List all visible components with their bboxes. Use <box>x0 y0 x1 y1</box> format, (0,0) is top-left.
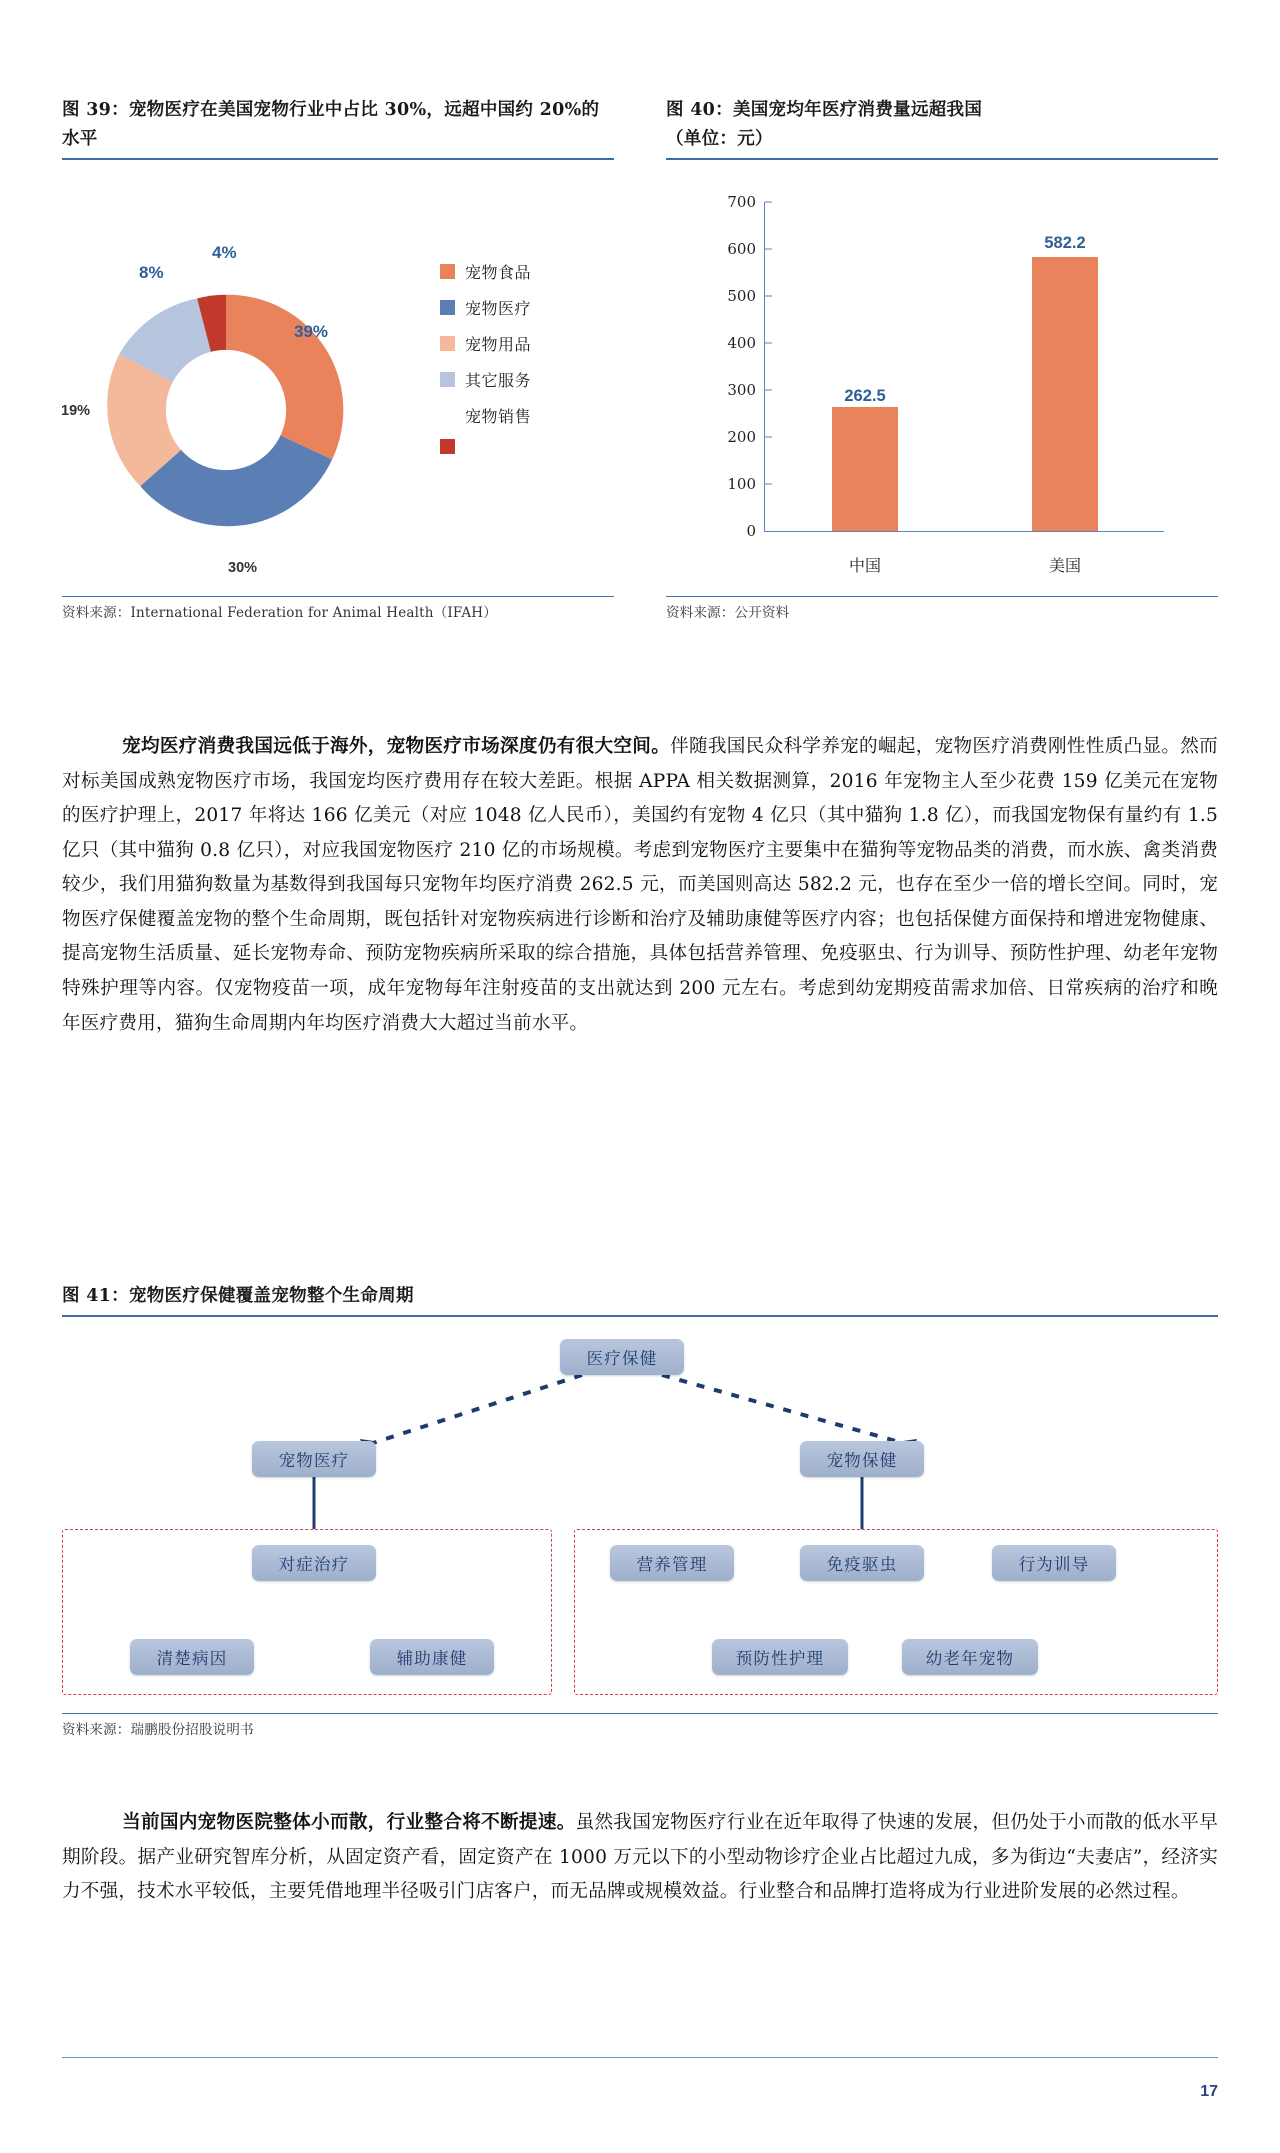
pie-value-label-pet-medical: 30% <box>228 559 258 576</box>
figure-40 <box>666 96 1218 630</box>
pie-chart-donut <box>98 282 354 538</box>
bar-china <box>832 407 898 530</box>
figure-40-source <box>666 596 1218 623</box>
pie-value-label-pet-supplies: 19% <box>61 402 91 419</box>
figure-41 <box>62 1282 1218 1740</box>
y-axis-tick-label: 700 <box>727 192 756 211</box>
y-axis-tick-label: 400 <box>727 333 756 352</box>
figure-39-title: 图 39：宠物医疗在美国宠物行业中占比 30%，远超中国约 20%的水平 <box>62 100 600 149</box>
figure-40-title-line2: （单位：元） <box>666 128 773 149</box>
y-axis-tick-mark <box>765 248 772 249</box>
figure-39-chart <box>62 160 614 630</box>
y-axis-tick-mark <box>765 295 772 296</box>
legend-item-other-services <box>440 362 531 398</box>
diagram-node-pet-healthcare: 宠物保健 <box>800 1441 924 1477</box>
legend-swatch-icon <box>440 300 455 315</box>
y-axis-tick-mark <box>765 201 772 202</box>
x-axis-label-china: 中国 <box>848 555 882 575</box>
y-axis-tick-mark <box>765 389 772 390</box>
pie-legend <box>440 254 531 460</box>
figure-39-source-rule <box>62 596 614 597</box>
pie-value-label-other-services: 8% <box>139 262 164 282</box>
diagram-node-assisted-recovery: 辅助康健 <box>370 1639 494 1675</box>
legend-swatch-icon <box>440 336 455 351</box>
diagram-node-young-old-pets: 幼老年宠物 <box>902 1639 1038 1675</box>
figure-41-diagram <box>62 1317 1218 1707</box>
legend-swatch-icon <box>440 408 455 423</box>
diagram-node-nutrition-management: 营养管理 <box>610 1545 734 1581</box>
figure-41-title: 图 41：宠物医疗保健覆盖宠物整个生命周期 <box>62 1286 414 1306</box>
x-axis-label-usa: 美国 <box>1048 555 1082 575</box>
legend-swatch-icon <box>440 439 455 454</box>
footer-rule <box>62 2057 1218 2058</box>
legend-label: 宠物销售 <box>465 407 532 427</box>
diagram-node-clear-cause: 清楚病因 <box>130 1639 254 1675</box>
diagram-node-pet-medical: 宠物医疗 <box>252 1441 376 1477</box>
diagram-node-immunization-deworming: 免疫驱虫 <box>800 1545 924 1581</box>
paragraph-2 <box>62 1806 1218 1910</box>
legend-label: 其它服务 <box>465 371 532 391</box>
y-axis-tick-label: 300 <box>727 380 756 399</box>
figure-40-title-line1: 图 40：美国宠均年医疗消费量远超我国 <box>666 100 983 120</box>
legend-item-pet-sales <box>440 398 531 434</box>
figure-row-39-40 <box>62 96 1218 686</box>
bar-usa <box>1032 257 1098 531</box>
y-axis-tick-label: 500 <box>727 286 756 305</box>
pie-value-label-pet-food: 39% <box>294 321 329 341</box>
figure-40-chart <box>666 160 1218 630</box>
legend-item-pet-supplies <box>440 326 531 362</box>
diagram-node-root: 医疗保健 <box>560 1339 684 1375</box>
legend-swatch-icon <box>440 372 455 387</box>
legend-item-pet-sales-swatch <box>440 434 531 460</box>
legend-label: 宠物食品 <box>465 263 532 283</box>
bar-value-label-usa: 582.2 <box>1044 234 1086 253</box>
figure-41-source-text: 资料来源：瑞鹏股份招股说明书 <box>62 1721 254 1738</box>
y-axis-tick-label: 100 <box>727 474 756 493</box>
paragraph-2-body: 虽然我国宠物医疗行业在近年取得了快速的发展，但仍处于小而散的低水平早期阶段。据产业研究智库分析，从固定资产看，固定资产在 1000 万元以下的小型动物诊疗企业占比超过九成，多为街边“夫妻店”，经济实力不强，技术水平较低，主要凭借地理半径吸引门店客户，而无品牌或规模效益。行业整合和品牌打造将成为行业进阶发展的必然过程。 <box>62 1812 1218 1903</box>
legend-swatch-icon <box>440 264 455 279</box>
page-number: 17 <box>1200 2083 1218 2100</box>
legend-item-pet-food <box>440 254 531 290</box>
y-axis-tick-mark <box>765 483 772 484</box>
figure-41-source <box>62 1713 1218 1740</box>
legend-label: 宠物医疗 <box>465 299 532 319</box>
y-axis-tick-mark <box>765 342 772 343</box>
figure-39-source <box>62 596 614 623</box>
diagram-node-preventive-care: 预防性护理 <box>712 1639 848 1675</box>
bar-value-label-china: 262.5 <box>844 386 886 405</box>
figure-39-source-text: 资料来源：International Federation for Animal Health（IFAH） <box>62 605 497 621</box>
diagram-node-symptomatic-treatment: 对症治疗 <box>252 1545 376 1581</box>
figure-41-source-rule <box>62 1713 1218 1714</box>
diagram-node-behavior-training: 行为训导 <box>992 1545 1116 1581</box>
bar-chart-plot-area <box>727 192 1164 575</box>
pie-value-label-pet-sales: 4% <box>212 242 237 262</box>
y-axis-tick-mark <box>765 436 772 437</box>
paragraph-1 <box>62 730 1218 1041</box>
figure-39 <box>62 96 614 630</box>
paragraph-1-body: 伴随我国民众科学养宠的崛起，宠物医疗消费刚性性质凸显。然而对标美国成熟宠物医疗市场，我国宠均医疗费用存在较大差距。根据 APPA 相关数据测算，2016 年宠物主人至少花费 159 亿美元在宠物的医疗护理上，2017 年将达 166 亿美元（对应 1048 亿人民币），美国约有宠物 4 亿只（其中猫狗 1.8 亿），而我国宠物保有量约有 1.5 亿只（其中猫狗 0.8 亿只），对应我国宠物医疗 210 亿的市场规模。考虑到宠物医疗主要集中在猫狗等宠物品类的消费，而水族、禽类消费较少，我们用猫狗数量为基数得到我国每只宠物年均医疗消费 262.5 元，而美国则高达 582.2 元，也存在至少一倍的增长空间。同时，宠物医疗保健覆盖宠物的整个生命周期，既包括针对宠物疾病进行诊断和治疗及辅助康健等医疗内容；也包括保健方面保持和增进宠物健康、提高宠物生活质量、延长宠物寿命、预防宠物疾病所采取的综合措施，具体包括营养管理、免疫驱虫、行为训导、预防性护理、幼老年宠物特殊护理等内容。仅宠物疫苗一项，成年宠物每年注射疫苗的支出就达到 200 元左右。考虑到幼宠期疫苗需求加倍、日常疾病的治疗和晚年医疗费用，猫狗生命周期内年均医疗消费大大超过当前水平。 <box>62 736 1218 1034</box>
y-axis-tick-label: 200 <box>727 427 756 446</box>
figure-40-source-text: 资料来源：公开资料 <box>666 605 790 621</box>
y-axis-tick-label: 0 <box>746 521 756 540</box>
figure-40-source-rule <box>666 596 1218 597</box>
legend-item-pet-medical <box>440 290 531 326</box>
paragraph-1-lead: 宠均医疗消费我国远低于海外，宠物医疗市场深度仍有很大空间。 <box>122 736 671 757</box>
y-axis-tick-label: 600 <box>727 239 756 258</box>
legend-label: 宠物用品 <box>465 335 532 355</box>
paragraph-2-lead: 当前国内宠物医院整体小而散，行业整合将不断提速。 <box>122 1812 576 1833</box>
